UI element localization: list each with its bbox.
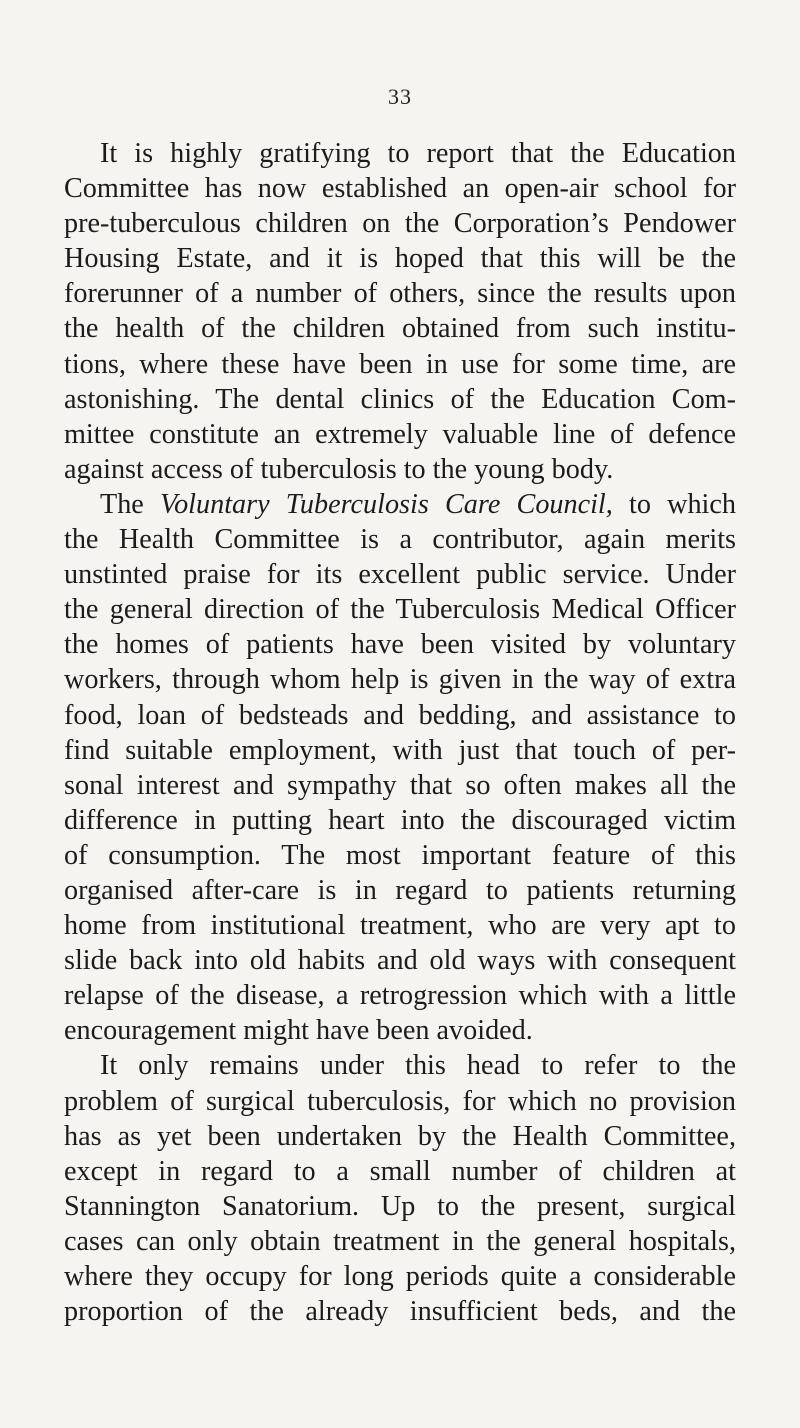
text-line: the homes of patients have been visited by voluntary <box>64 629 736 661</box>
text-line: problem of surgical tuberculosis, for which no provision <box>64 1085 736 1117</box>
text-line: workers, through whom help is given in the way of extra <box>64 664 736 696</box>
text-line: Housing Estate, and it is hoped that this will be the <box>64 243 736 275</box>
text-line: mittee constitute an extremely valuable line of defence <box>64 418 736 450</box>
text-line: proportion of the already insufficient beds, and the <box>64 1296 736 1328</box>
text-line: the health of the children obtained from such institu- <box>64 313 736 345</box>
text-line: where they occupy for long periods quite a considerable <box>64 1261 736 1292</box>
text-line: the Health Committee is a contributor, again merits <box>64 524 736 556</box>
text-line: Committee has now established an open-air school for <box>64 173 736 205</box>
text-line: forerunner of a number of others, since the results upon <box>64 278 736 310</box>
paragraph-surgical-tuberculosis <box>64 1048 736 1329</box>
text-line: pre-tuberculous children on the Corporation’s Pendower <box>64 208 736 240</box>
text-line: cases can only obtain treatment in the general hospitals, <box>64 1225 736 1257</box>
paragraph-open-air-school <box>64 136 736 487</box>
text-line: It only remains under this head to refer to the <box>100 1050 736 1082</box>
text-line: organised after-care is in regard to patients returning <box>64 874 736 906</box>
text-line: Stannington Sanatorium. Up to the present, surgical <box>64 1190 736 1222</box>
text-line: It is highly gratifying to report that the Education <box>100 138 736 169</box>
page-number: 33 <box>388 84 412 109</box>
text-line: tions, where these have been in use for some time, are <box>64 348 736 380</box>
text-line: except in regard to a small number of children at <box>64 1155 736 1187</box>
text-line: difference in putting heart into the discouraged victim <box>64 804 736 836</box>
text-line: slide back into old habits and old ways with consequent <box>64 945 736 977</box>
text-line: find suitable employment, with just that touch of per- <box>64 734 736 766</box>
text-run: to which <box>612 488 736 520</box>
paragraph-voluntary-care-council <box>64 487 736 1049</box>
body-text <box>64 136 736 1329</box>
council-name-italic: Voluntary Tuberculosis Care Council, <box>160 488 613 520</box>
text-line: encouragement might have been avoided. <box>64 1015 533 1047</box>
text-line: sonal interest and sympathy that so often makes all the <box>64 769 736 801</box>
text-line: of consumption. The most important feature of this <box>64 839 736 871</box>
text-line: against access of tuberculosis to the young body. <box>64 453 614 485</box>
text-line: has as yet been undertaken by the Health Committee, <box>64 1120 736 1152</box>
text-line <box>64 487 736 522</box>
text-run: The <box>100 488 160 520</box>
text-line: relapse of the disease, a retrogression which with a little <box>64 980 736 1012</box>
text-line: astonishing. The dental clinics of the Education Com- <box>64 383 736 415</box>
text-line: unstinted praise for its excellent public service. Under <box>64 559 736 591</box>
text-line: food, loan of bedsteads and bedding, and assistance to <box>64 699 736 731</box>
text-line: home from institutional treatment, who are very apt to <box>64 910 736 942</box>
text-line: the general direction of the Tuberculosis Medical Officer <box>64 594 736 626</box>
